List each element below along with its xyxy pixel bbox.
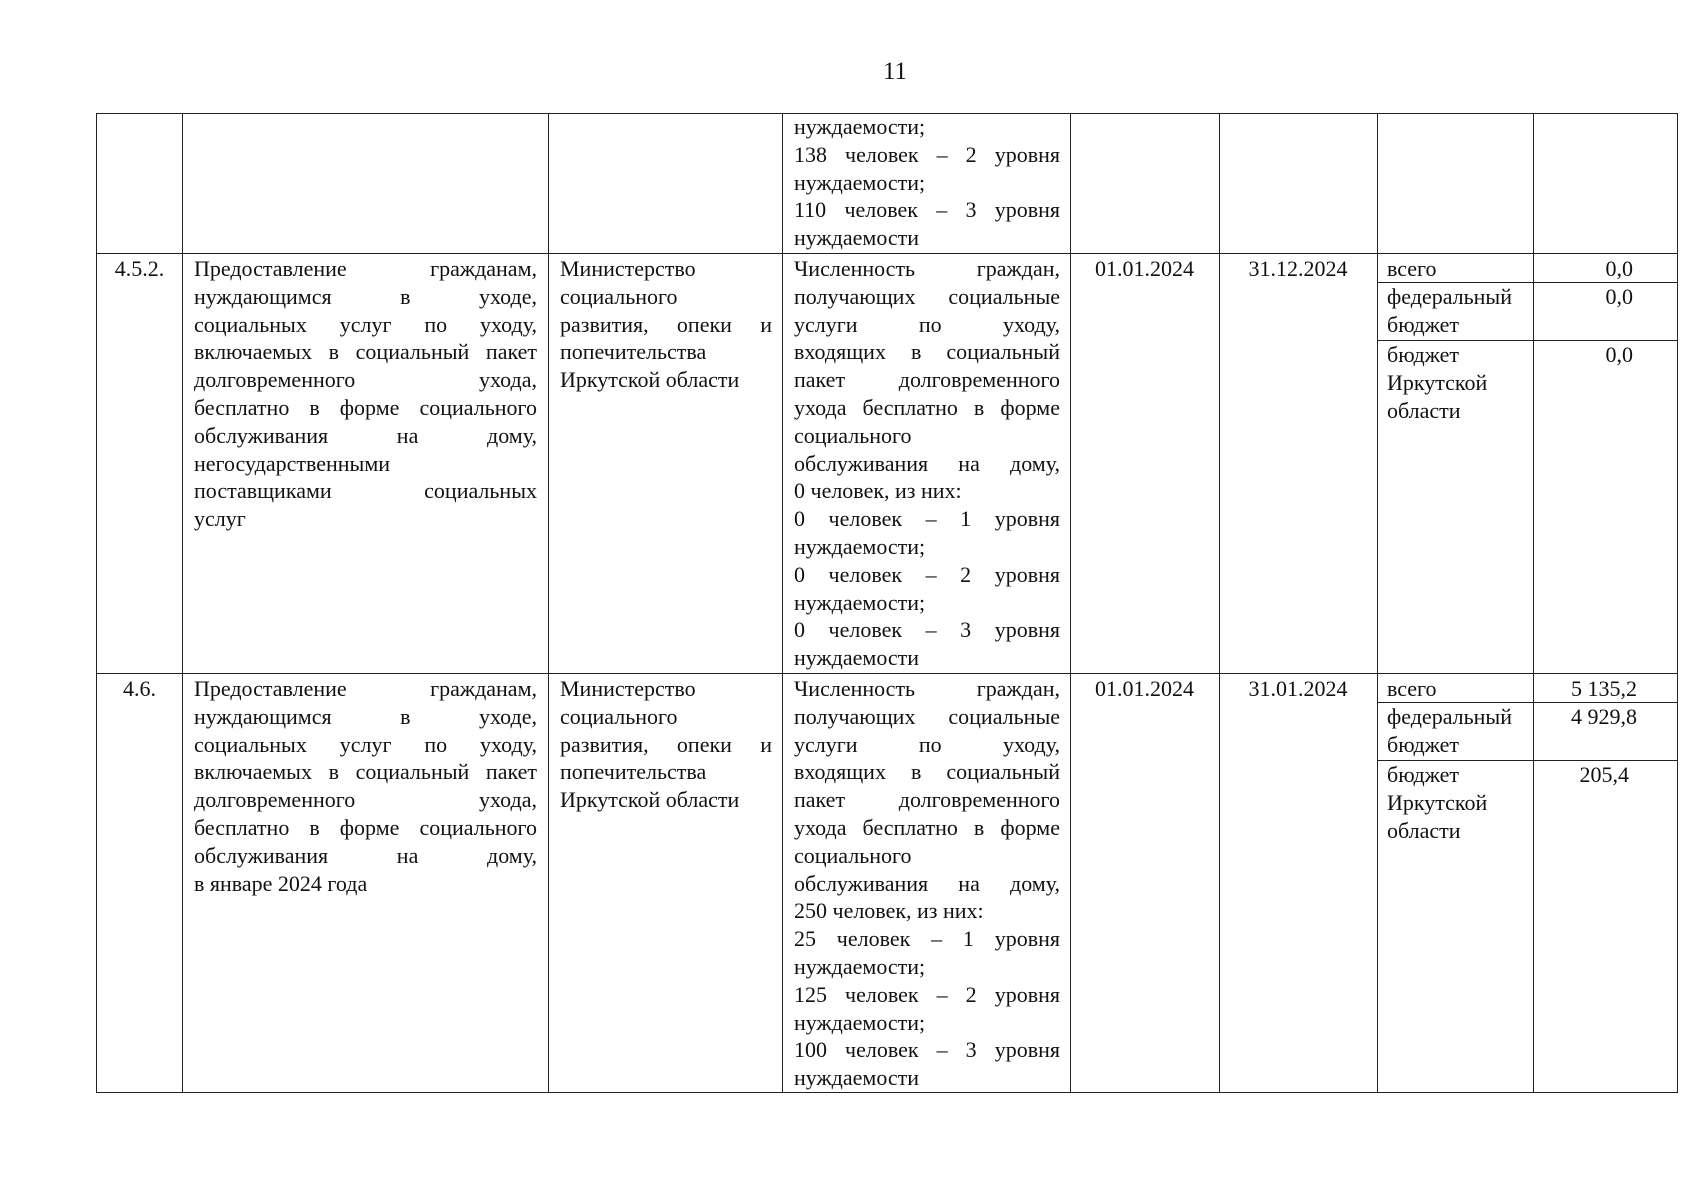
executor-line: развития, опеки и: [560, 311, 772, 337]
executor-line: Иркутской области: [560, 787, 740, 813]
name-line: обслуживания на дому,: [194, 422, 537, 448]
funding-amount: 0,0: [1605, 284, 1633, 309]
source-line: федеральный: [1387, 284, 1512, 309]
indicator-line: 138 человек – 2 уровня: [794, 141, 1060, 167]
source-line: бюджет: [1387, 731, 1459, 757]
indicator-line: нуждаемости: [794, 645, 920, 671]
name-line: долговременного ухода,: [194, 787, 537, 813]
indicator-line: 125 человек – 2 уровня: [794, 981, 1060, 1007]
funding-source: [1387, 341, 1487, 424]
indicator-line: нуждаемости;: [794, 114, 926, 139]
col-divider: [182, 114, 183, 1092]
indicator-line: входящих в социальный: [794, 759, 1060, 785]
indicator-line: 0 человек – 2 уровня: [794, 561, 1060, 587]
row-number: 4.5.2.: [114, 256, 165, 281]
executor-cell: [560, 255, 772, 394]
name-line: Предоставление гражданам,: [194, 256, 537, 281]
indicator-line: услуги по уходу,: [794, 731, 1060, 757]
indicator-line: пакет долговременного: [794, 787, 1060, 813]
indicator-line: нуждаемости;: [794, 169, 926, 195]
indicator-line: 0 человек – 1 уровня: [794, 506, 1060, 532]
indicator-line: Численность граждан,: [794, 256, 1060, 281]
col-divider: [548, 114, 549, 1092]
name-line: долговременного ухода,: [194, 367, 537, 393]
indicator-line: нуждаемости;: [794, 953, 926, 979]
row-divider: [97, 673, 1677, 674]
funding-source: всего: [1387, 676, 1437, 701]
indicator-cell: [794, 255, 1060, 672]
executor-line: развития, опеки и: [560, 731, 772, 757]
source-line: области: [1387, 817, 1461, 843]
page-number: 11: [882, 58, 908, 85]
start-date: 01.01.2024: [1095, 256, 1194, 281]
funding-amount: 0,0: [1605, 256, 1633, 281]
name-line: негосударственными: [194, 450, 391, 476]
indicator-line: получающих социальные: [794, 283, 1060, 309]
source-line: федеральный: [1387, 704, 1512, 729]
executor-line: Министерство: [560, 256, 696, 281]
executor-line: социального: [560, 283, 678, 309]
indicator-line: Численность граждан,: [794, 676, 1060, 701]
funding-amount: 5 135,2: [1571, 676, 1637, 701]
indicator-line: нуждаемости;: [794, 1009, 926, 1035]
indicator-line: нуждаемости: [794, 225, 920, 251]
indicator-line: 100 человек – 3 уровня: [794, 1037, 1060, 1063]
indicator-line: услуги по уходу,: [794, 311, 1060, 337]
indicator-line: 250 человек, из них:: [794, 898, 984, 924]
indicator-line: ухода бесплатно в форме: [794, 394, 1060, 420]
indicator-line: пакет долговременного: [794, 367, 1060, 393]
name-line: включаемых в социальный пакет: [194, 339, 537, 365]
funding-amount: 4 929,8: [1571, 704, 1637, 729]
col-divider: [1377, 114, 1378, 1092]
indicator-line: входящих в социальный: [794, 339, 1060, 365]
name-line: в январе 2024 года: [194, 870, 368, 896]
indicator-line: 0 человек – 3 уровня: [794, 617, 1060, 643]
name-line: Предоставление гражданам,: [194, 676, 537, 701]
activity-name-cell: [194, 255, 537, 533]
name-line: включаемых в социальный пакет: [194, 759, 537, 785]
executor-cell: [560, 675, 772, 814]
funding-source: [1387, 283, 1512, 339]
executor-line: попечительства: [560, 339, 707, 365]
name-line: услуг: [194, 506, 246, 532]
name-line: обслуживания на дому,: [194, 842, 537, 868]
indicator-cell-continued: [794, 113, 1060, 252]
indicator-line: нуждаемости: [794, 1065, 920, 1091]
name-line: социальных услуг по уходу,: [194, 731, 537, 757]
executor-line: социального: [560, 703, 678, 729]
indicator-line: обслуживания на дому,: [794, 870, 1060, 896]
indicator-line: обслуживания на дому,: [794, 450, 1060, 476]
indicator-line: 0 человек, из них:: [794, 478, 962, 504]
name-line: бесплатно в форме социального: [194, 394, 537, 420]
source-line: бюджет: [1387, 762, 1459, 787]
indicator-line: социального: [794, 842, 912, 868]
name-line: бесплатно в форме социального: [194, 814, 537, 840]
funding-source: [1387, 703, 1512, 759]
indicator-line: 110 человек – 3 уровня: [794, 197, 1060, 223]
indicator-line: социального: [794, 422, 912, 448]
col-divider: [782, 114, 783, 1092]
funding-source: [1387, 761, 1487, 844]
executor-line: попечительства: [560, 759, 707, 785]
name-line: поставщиками социальных: [194, 478, 537, 504]
source-line: бюджет: [1387, 311, 1459, 337]
indicator-line: нуждаемости;: [794, 589, 926, 615]
row-number: 4.6.: [123, 676, 156, 701]
name-line: нуждающимся в уходе,: [194, 283, 537, 309]
indicator-line: ухода бесплатно в форме: [794, 814, 1060, 840]
source-line: Иркутской: [1387, 369, 1488, 395]
source-line: Иркутской: [1387, 789, 1488, 815]
indicator-line: получающих социальные: [794, 703, 1060, 729]
executor-line: Министерство: [560, 676, 696, 701]
funding-amount: 0,0: [1605, 342, 1633, 367]
name-line: социальных услуг по уходу,: [194, 311, 537, 337]
executor-line: Иркутской области: [560, 367, 740, 393]
name-line: нуждающимся в уходе,: [194, 703, 537, 729]
end-date: 31.12.2024: [1248, 256, 1348, 281]
funding-amount: 205,4: [1579, 762, 1629, 787]
indicator-cell: [794, 675, 1060, 1092]
source-line: области: [1387, 397, 1461, 423]
indicator-line: 25 человек – 1 уровня: [794, 926, 1060, 952]
funding-source: всего: [1387, 256, 1437, 281]
source-line: бюджет: [1387, 342, 1459, 367]
indicator-line: нуждаемости;: [794, 533, 926, 559]
start-date: 01.01.2024: [1095, 676, 1194, 701]
end-date: 31.01.2024: [1248, 676, 1348, 701]
program-activities-table: [96, 113, 1678, 1093]
activity-name-cell: [194, 675, 537, 897]
row-divider: [97, 253, 1677, 254]
